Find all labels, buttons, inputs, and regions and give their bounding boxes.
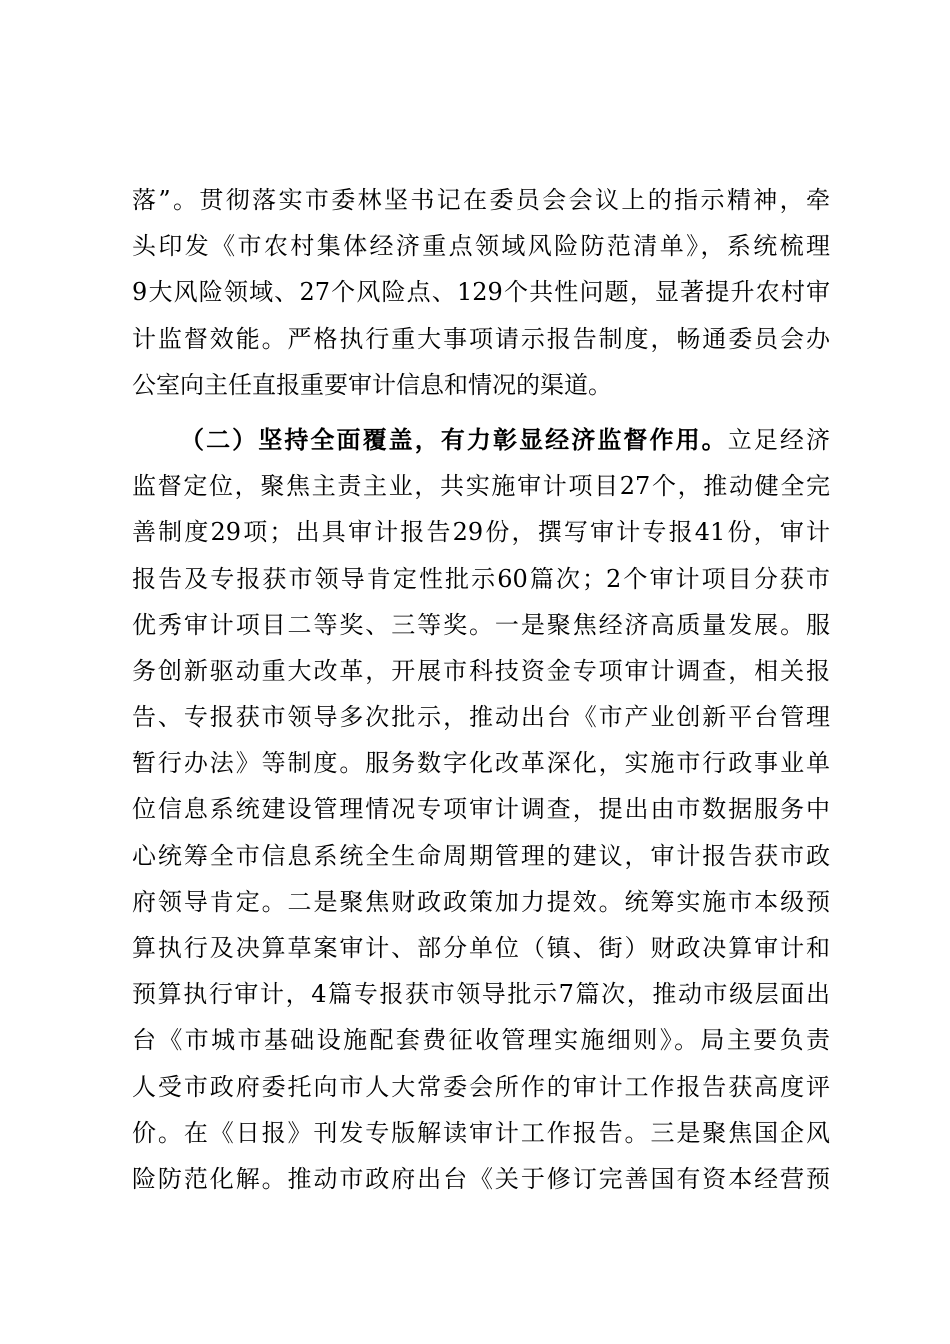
paragraph-spacer [132, 408, 830, 417]
heading-continuation: 立足经济 [727, 425, 830, 454]
text-line: 心统筹全市信息系统全生命周期管理的建议，审计报告获市政 [132, 841, 830, 870]
section-heading: （二）坚持全面覆盖，有力彰显经济监督作用。 [180, 425, 728, 454]
text-line: 算执行及决算草案审计、部分单位（镇、街）财政决算审计和 [132, 934, 830, 962]
text-line: 府领导肯定。二是聚焦财政政策加力提效。统筹实施市本级预 [132, 887, 830, 916]
text-line: 计监督效能。严格执行重大事项请示报告制度，畅通委员会办 [132, 324, 830, 353]
text-line: 位信息系统建设管理情况专项审计调查，提出由市数据服务中 [132, 795, 830, 824]
text-line: 务创新驱动重大改革，开展市科技资金专项审计调查，相关报 [132, 656, 830, 685]
document-body [132, 177, 830, 1202]
text-line: 暂行办法》等制度。服务数字化改革深化，实施市行政事业单 [132, 749, 830, 778]
text-line: 优秀审计项目二等奖、三等奖。一是聚焦经济高质量发展。服 [132, 610, 830, 639]
text-line: 人受市政府委托向市人大常委会所作的审计工作报告获高度评 [132, 1072, 830, 1101]
text-line: 告、专报获市领导多次批示，推动出台《市产业创新平台管理 [132, 703, 830, 732]
text-line: 9大风险领域、27个风险点、129个共性问题，显著提升农村审 [132, 278, 830, 307]
text-line: 落”。贯彻落实市委林坚书记在委员会会议上的指示精神，牵 [132, 186, 830, 214]
text-line: 台《市城市基础设施配套费征收管理实施细则》。局主要负责 [132, 1026, 830, 1055]
text-line: 监督定位，聚焦主责主业，共实施审计项目27个，推动健全完 [132, 472, 830, 501]
text-line: 报告及专报获市领导肯定性批示60篇次；2个审计项目分获市 [132, 564, 830, 593]
text-line: 公室向主任直报重要审计信息和情况的渠道。 [132, 370, 612, 399]
text-line: 险防范化解。推动市政府出台《关于修订完善国有资本经营预 [132, 1164, 830, 1193]
paragraph-2 [132, 417, 830, 1202]
text-line-first [132, 417, 830, 463]
paragraph-1 [132, 177, 830, 408]
text-line: 头印发《市农村集体经济重点领域风险防范清单》，系统梳理 [132, 232, 830, 261]
text-line: 预算执行审计，4篇专报获市领导批示7篇次，推动市级层面出 [132, 980, 830, 1009]
text-line: 价。在《日报》刊发专版解读审计工作报告。三是聚焦国企风 [132, 1118, 830, 1147]
text-line: 善制度29项；出具审计报告29份，撰写审计专报41份，审计 [132, 518, 830, 547]
